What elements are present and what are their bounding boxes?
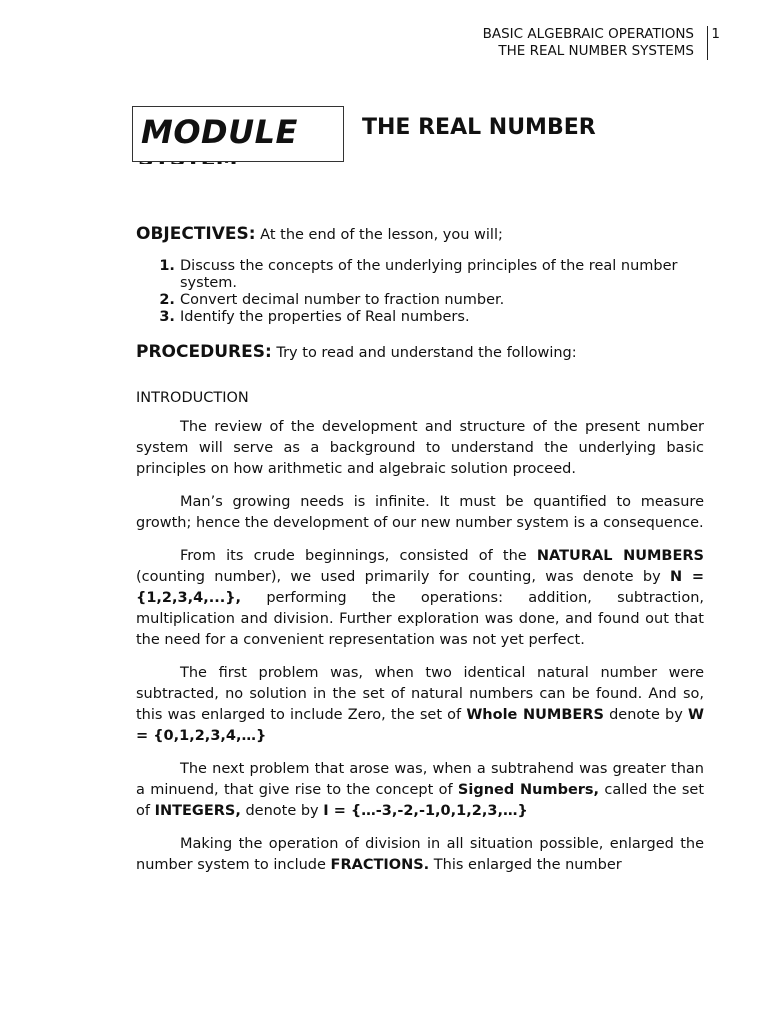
objective-item: 2. Convert decimal number to fraction number. [180, 292, 704, 309]
p4-text-a: The first problem was, when two identical natural number were subtracted, no solution in the set of natural numbers can be found. And so, this was enlarged to include Zero, the set of [136, 665, 704, 723]
intro-paragraph-5 [136, 759, 704, 822]
page-body [136, 224, 704, 888]
fractions-term: FRACTIONS. [330, 857, 430, 873]
running-header [482, 26, 720, 60]
integers-set: I = {…-3,-2,-1,0,1,2,3,…} [323, 803, 528, 819]
signed-numbers-term: Signed Numbers, [457, 782, 600, 798]
natural-numbers-term: NATURAL NUMBERS [536, 548, 704, 564]
natural-numbers-set: N = {1,2,3,4,...}, [136, 569, 704, 606]
objectives-section [136, 224, 704, 246]
p6-text-c: This enlarged the number [429, 857, 622, 873]
p5-text-a: The next problem that arose was, when a subtrahend was greater than a minuend, that give rise to the concept of [136, 761, 704, 798]
header-line-1: BASIC ALGEBRAIC OPERATIONS [482, 26, 694, 42]
procedures-label: PROCEDURES: [136, 342, 272, 362]
intro-paragraph-4 [136, 663, 704, 747]
whole-numbers-set: W = {0,1,2,3,4,…} [136, 707, 704, 744]
module-title: THE REAL NUMBER [362, 115, 596, 140]
p3-text-a: From its crude beginnings, consisted of the [180, 548, 537, 564]
intro-paragraph-1: The review of the development and structure of the present number system will serve as a background to understand the underlying basic principles on how arithmetic and algebraic solution proceed. [136, 419, 704, 477]
objectives-label: OBJECTIVES: [136, 224, 256, 244]
whole-numbers-term: Whole NUMBERS [466, 707, 604, 723]
header-line-2: THE REAL NUMBER SYSTEMS [498, 43, 694, 59]
procedures-text: Try to read and understand the following: [271, 345, 577, 361]
p5-text-e: denote by [240, 803, 324, 819]
p3-text-c: (counting number), we used primarily for counting, was denote by [136, 569, 670, 585]
objective-item: 1. Discuss the concepts of the underlying principles of the real number system. [180, 258, 704, 292]
objectives-intro: At the end of the lesson, you will; [255, 227, 503, 243]
objective-item: 3. Identify the properties of Real numbers. [180, 309, 704, 326]
page-number: 1 [711, 26, 720, 42]
module-title-block [132, 106, 692, 176]
intro-paragraph-3 [136, 546, 704, 651]
p5-text-c: called the set of [136, 782, 705, 819]
procedures-section [136, 342, 704, 364]
module-box [132, 106, 344, 162]
integers-term: INTEGERS, [154, 803, 241, 819]
introduction-heading: INTRODUCTION [136, 390, 249, 406]
p4-text-c: denote by [603, 707, 688, 723]
objectives-list [136, 258, 704, 326]
header-divider [707, 26, 708, 60]
intro-paragraph-6 [136, 834, 704, 876]
p3-text-e: performing the operations: addition, subtraction, multiplication and division. Further exploration was done, and found out that the need for a convenient representation was not yet perfect. [136, 590, 704, 648]
intro-paragraph-2: Man’s growing needs is infinite. It must be quantified to measure growth; hence the development of our new number system is a consequence. [136, 494, 704, 531]
p6-text-a: Making the operation of division in all situation possible, enlarged the number system to include [136, 836, 704, 873]
module-label: MODULE [141, 113, 298, 151]
